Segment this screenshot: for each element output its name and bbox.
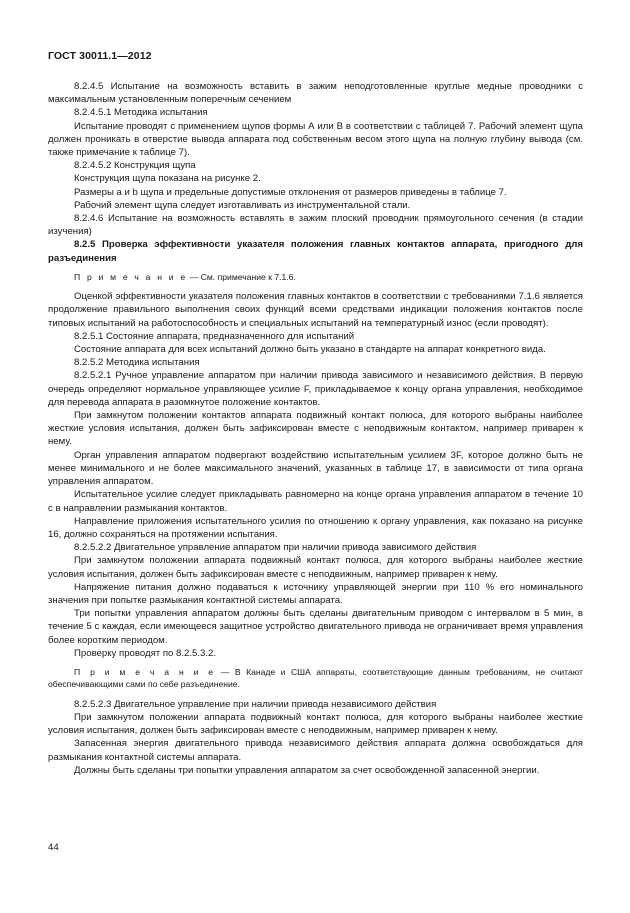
paragraph: Три попытки управления аппаратом должны быть сделаны двигательным приводом с интервалом в 5 мин, в течение 5 с каждая, если имеющееся защитное устройство двигательного привода не ограничивает время управления более коротким периодом.	[48, 608, 583, 646]
paragraph: 8.2.5.2 Методика испытания	[74, 357, 200, 369]
note	[48, 271, 583, 283]
note	[48, 666, 583, 691]
paragraph: Направление приложения испытательного усилия по отношению к органу управления, как показано на рисунке 16, должно сохраняться на протяжении испытания.	[48, 515, 583, 540]
document-body	[48, 80, 583, 777]
paragraph: При замкнутом положении аппарата подвижный контакт полюса, для которого выбраны наиболее жесткие условия испытания, должен быть зафиксирован вместе с неподвижным, например приварен к нему.	[48, 711, 583, 737]
paragraph: 8.2.4.6 Испытание на возможность вставлять в зажим плоский проводник прямоугольного сечения (в стадии изучения)	[48, 213, 583, 238]
paragraph: 8.2.4.5.2 Конструкция щупа	[74, 160, 196, 172]
note-text: — В Канаде и США аппараты, соответствующие данным требованиям, не считают обеспечивающими сами по себе разъединение.	[48, 666, 583, 690]
paragraph: Запасенная энергия двигательного привода независимого действия аппарата должна освобождаться для размыкания контактной системы аппарата.	[48, 738, 583, 763]
note-text: — См. примечание к 7.1.6.	[187, 271, 296, 282]
document-header: ГОСТ 30011.1—2012	[48, 50, 152, 62]
paragraph: Конструкция щупа показана на рисунке 2.	[74, 173, 261, 185]
paragraph: 8.2.5.2.3 Двигательное управление при наличии привода независимого действия	[74, 698, 437, 710]
paragraph: 8.2.5.2.2 Двигательное управление аппаратом при наличии привода зависимого действия	[74, 542, 477, 554]
page-number: 44	[48, 842, 59, 853]
paragraph: Оценкой эффективности указателя положения главных контактов в соответствии с требованиями 7.1.6 является продолжение правильного выполнения своих функций всеми средствами индикации положения контактов после типовых испытаний на работоспособность и специальных испытаний на температурный износ (если проводят).	[48, 291, 583, 329]
paragraph: Рабочий элемент щупа следует изготавливать из инструментальной стали.	[74, 199, 411, 211]
note-label: П р и м е ч а н и е	[74, 666, 216, 677]
paragraph: Орган управления аппаратом подвергают воздействию испытательным усилием 3F, которое должно быть не менее минимального и не более максимального значений, указанных в таблице 17, в зависимости от типа органа управления аппаратом.	[48, 449, 583, 488]
paragraph: Проверку проводят по 8.2.5.3.2.	[74, 647, 217, 659]
paragraph: 8.2.4.5 Испытание на возможность вставить в зажим неподготовленные круглые медные проводники с максимальным установленным поперечным сечением	[48, 81, 583, 106]
paragraph: 8.2.5.1 Состояние аппарата, предназначенного для испытаний	[74, 330, 355, 342]
paragraph: Состояние аппарата для всех испытаний должно быть указано в стандарте на аппарат конкретного вида.	[74, 344, 546, 356]
section-heading: 8.2.5 Проверка эффективности указателя положения главных контактов аппарата, пригодного для разъединения	[48, 239, 583, 264]
paragraph: Должны быть сделаны три попытки управления аппаратом за счет освобожденной запасенной энергии.	[74, 764, 540, 776]
paragraph: 8.2.4.5.1 Методика испытания	[74, 107, 208, 119]
paragraph: 8.2.5.2.1 Ручное управление аппаратом при наличии привода зависимого и независимого действия. В первую очередь определяют нормальное управляющее усилие F, прикладываемое к концу органа управления, необходимое для перевода аппарата в разомкнутое положение контактов.	[48, 370, 583, 408]
paragraph: При замкнутом положении контактов аппарата подвижный контакт полюса, для которого выбраны наиболее жесткие условия испытания, должен быть зафиксирован вместе с неподвижным контактом, например приварен к нему.	[48, 410, 583, 448]
paragraph: Испытательное усилие следует прикладывать равномерно на конце органа управления аппаратом в течение 10 с в направлении размыкания контактов.	[48, 489, 583, 514]
paragraph: Испытание проводят с применением щупов формы А или В в соответствии с таблицей 7. Рабочий элемент щупа должен проникать в отверстие вывода аппарата под собственным весом этого щупа на полную глубину вывода (см. также примечание к таблице 7).	[48, 120, 583, 159]
note-label: П р и м е ч а н и е	[74, 271, 188, 282]
paragraph: Размеры а и b щупа и предельные допустимые отклонения от размеров приведены в таблице 7.	[74, 186, 507, 198]
paragraph: Напряжение питания должно подаваться к источнику управляющей энергии при 110 % его номинального значения при попытке размыкания контактной системы аппарата.	[48, 581, 583, 606]
paragraph: При замкнутом положении аппарата подвижный контакт полюса, для которого выбраны наиболее жесткие условия испытания, должен быть зафиксирован вместе с неподвижным, например приварен к нему.	[48, 555, 583, 580]
